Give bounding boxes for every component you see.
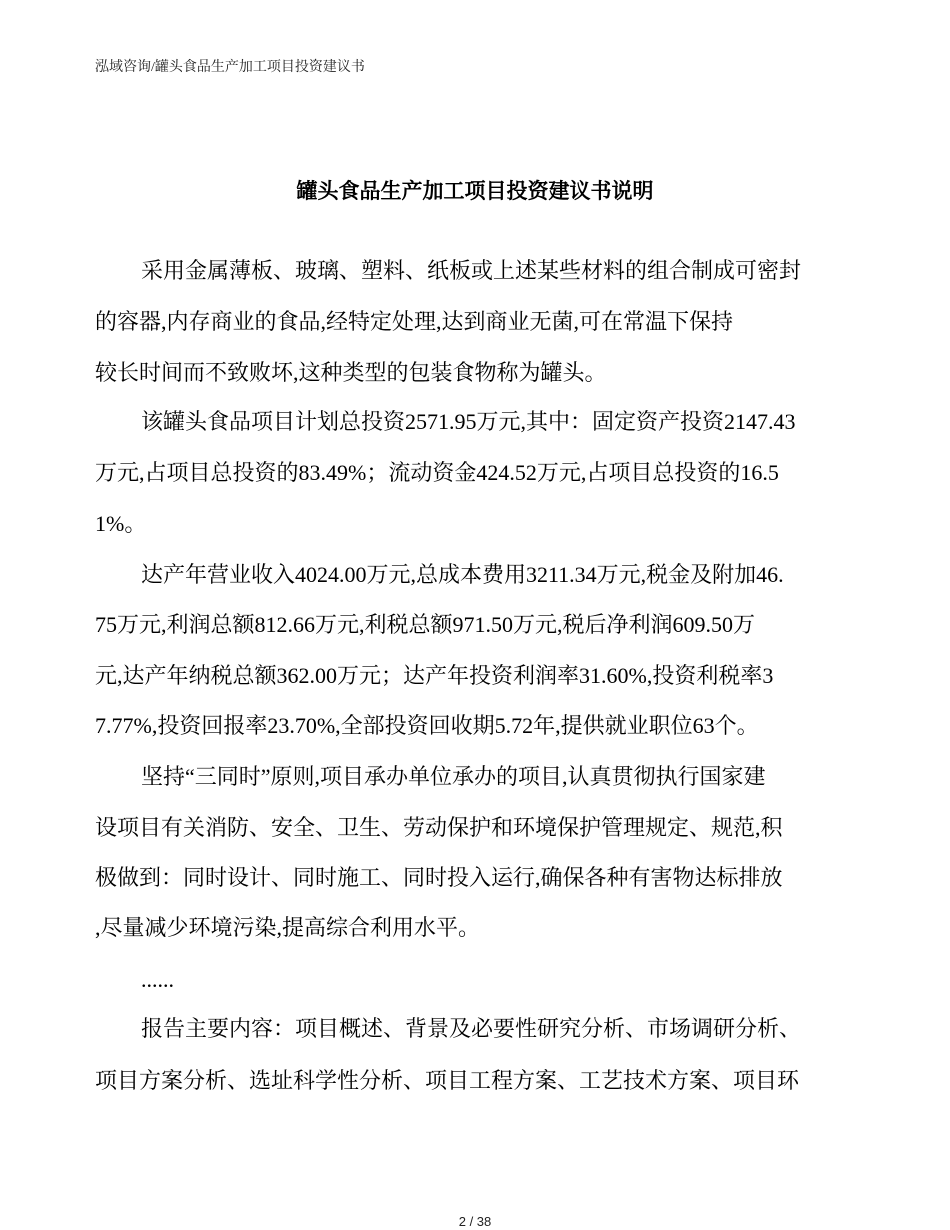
- body-line: 75万元,利润总额812.66万元,利税总额971.50万元,税后净利润609.50万: [95, 612, 756, 637]
- body-line: 该罐头食品项目计划总投资2571.95万元,其中：固定资产投资2147.43: [141, 409, 796, 434]
- body-line: 项目方案分析、选址科学性分析、项目工程方案、工艺技术方案、项目环: [95, 1068, 800, 1093]
- body-line: ,尽量减少环境污染,提高综合利用水平。: [95, 915, 481, 940]
- body-line: 较长时间而不致败坏,这种类型的包装食物称为罐头。: [95, 360, 607, 385]
- body-line: 采用金属薄板、玻璃、塑料、纸板或上述某些材料的组合制成可密封: [141, 258, 802, 283]
- ellipsis-line: ......: [141, 967, 174, 992]
- page-number: 2 / 38: [458, 1214, 492, 1229]
- body-line: 万元,占项目总投资的83.49%；流动资金424.52万元,占项目总投资的16.5: [95, 460, 779, 485]
- body-line: 达产年营业收入4024.00万元,总成本费用3211.34万元,税金及附加46.: [141, 562, 784, 587]
- body-line: 的容器,内存商业的食品,经特定处理,达到商业无菌,可在常温下保持: [95, 309, 734, 334]
- body-line: 元,达产年纳税总额362.00万元；达产年投资利润率31.60%,投资利税率3: [95, 663, 774, 688]
- body-line: 坚持“三同时”原则,项目承办单位承办的项目,认真贯彻执行国家建: [141, 764, 766, 789]
- body-line: 7.77%,投资回报率23.70%,全部投资回收期5.72年,提供就业职位63个。: [95, 713, 759, 738]
- body-line: 1%。: [95, 511, 147, 536]
- body-line: 报告主要内容：项目概述、背景及必要性研究分析、市场调研分析、: [141, 1016, 802, 1041]
- body-line: 极做到：同时设计、同时施工、同时投入运行,确保各种有害物达标排放: [95, 865, 783, 890]
- running-header: 泓域咨询/罐头食品生产加工项目投资建议书: [95, 60, 365, 75]
- document-title: 罐头食品生产加工项目投资建议书说明: [296, 179, 654, 203]
- body-line: 设项目有关消防、安全、卫生、劳动保护和环境保护管理规定、规范,积: [95, 815, 783, 840]
